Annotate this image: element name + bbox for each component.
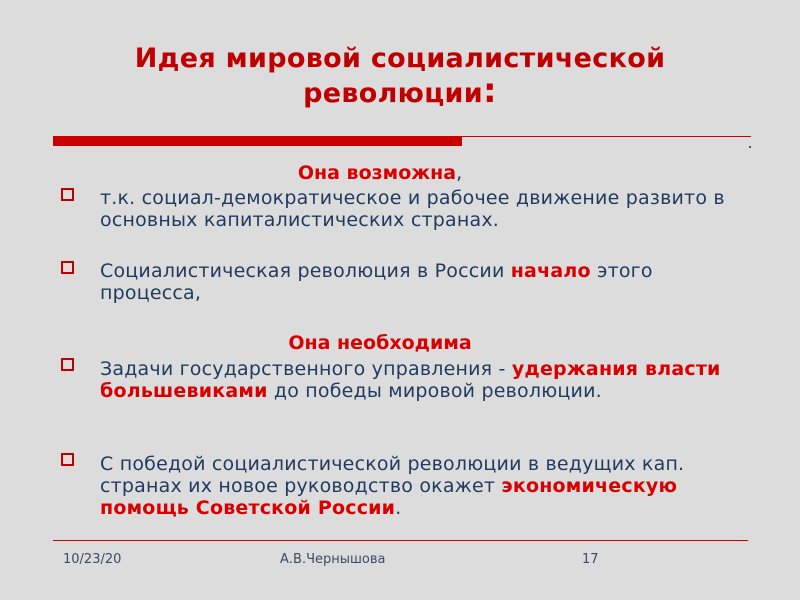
slide-title-line2-text: революции <box>303 78 483 109</box>
footer-divider <box>53 540 748 541</box>
title-divider-tick <box>749 146 751 148</box>
bullet-text-pre: Задачи государственного управления - <box>100 358 512 380</box>
bullet-item <box>100 260 740 304</box>
bullet-text-highlight: начало <box>510 260 591 282</box>
bullet-box-icon <box>61 453 74 466</box>
slide-title-line2 <box>60 71 740 111</box>
bullet-text-highlight: экономическую помощь Советской России <box>100 475 678 519</box>
section-heading-necessary-text: Она необходима <box>288 332 472 354</box>
bullet-item <box>100 187 740 231</box>
bullet-text-pre: С победой социалистической революции в ведущих кап. странах их новое руководство окажет <box>100 453 685 497</box>
title-divider-thick <box>53 137 462 146</box>
bullet-text-highlight: удержания власти большевиками <box>100 358 721 402</box>
bullet-text: т.к. социал-демократическое и рабочее движение развито в основных капиталистических странах. <box>100 187 725 231</box>
slide-title-line1: Идея мировой социалистической <box>134 43 666 74</box>
section-heading-possible-text: Она возможна <box>297 162 457 184</box>
bullet-text-post: этого процесса, <box>100 260 653 304</box>
footer-date: 10/23/20 <box>63 552 122 567</box>
bullet-box-icon <box>61 358 74 371</box>
bullet-text-post: до победы мировой революции. <box>267 380 602 402</box>
slide-title <box>60 42 740 110</box>
footer-page-number: 17 <box>582 552 599 567</box>
section-heading-possible-suffix: , <box>456 162 463 184</box>
footer-author: А.В.Чернышова <box>280 552 386 567</box>
section-heading-possible <box>100 161 660 185</box>
bullet-box-icon <box>61 261 74 274</box>
slide-title-colon: : <box>482 71 497 111</box>
section-heading-necessary <box>100 331 660 355</box>
bullet-text-pre: Социалистическая революция в России <box>100 260 511 282</box>
bullet-item <box>100 453 740 519</box>
bullet-box-icon <box>61 188 74 201</box>
bullet-item <box>100 358 740 402</box>
bullet-text-post: . <box>395 497 402 519</box>
